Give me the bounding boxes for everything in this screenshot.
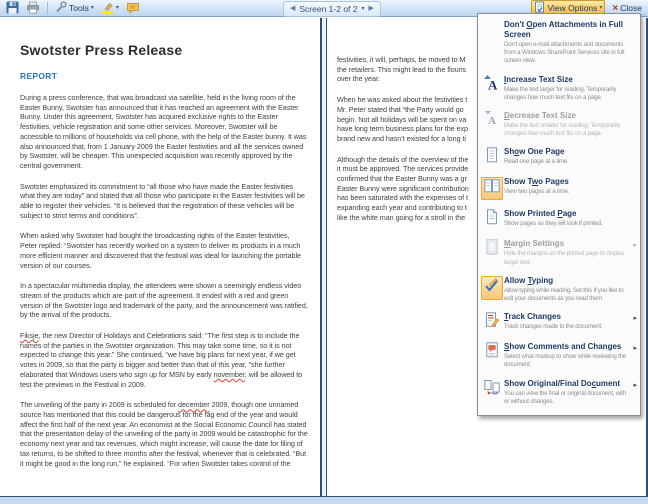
menu-item-description: View two pages at a time. — [504, 188, 570, 196]
svg-text:A: A — [488, 77, 498, 91]
menu-item-show-two-pages[interactable] — [478, 175, 640, 202]
menu-item-description: Read one page at a time. — [504, 158, 569, 166]
menu-item-description: You can view the final or original document, with or without changes. — [504, 389, 627, 405]
chevron-down-icon: ▾ — [115, 5, 119, 11]
chevron-down-icon: ▾ — [90, 5, 94, 11]
menu-item-icon-cell — [480, 147, 504, 168]
submenu-arrow-icon: ▸ — [633, 242, 637, 250]
menu-item-text — [504, 312, 630, 331]
selected-option-highlight — [481, 177, 503, 200]
menu-item-text — [504, 177, 630, 196]
menu-item-label: Don't Open Attachments in Full Screen — [504, 20, 623, 39]
menu-item-label: Show Original/Final Document — [504, 378, 621, 388]
margins-icon — [485, 239, 499, 260]
text-line: Easter Bunny were significant contribution — [337, 183, 469, 193]
page-divider — [320, 18, 327, 496]
menu-item-track-changes[interactable] — [478, 310, 640, 335]
text-line: expanding each year and contributing to t — [337, 203, 467, 213]
submenu-arrow-icon: ▸ — [633, 381, 637, 389]
comments-icon — [485, 342, 500, 363]
toolbar-left-group — [4, 1, 142, 15]
close-label: Close — [620, 3, 642, 13]
text-run: During a press conference, that was broadcast via satellite, held in the living room of the Easter Bunny, Swotster has announced that it has reached an agreement with the Easter Bunny. Under this agreement, Swotster has acquired exclusive rights to the Easter festivities, vehicle registration and some other services. Moreover, Swotster will be accessible to millions of households via cell phone, with the help of the Easter bunny. It was also announced that, from 1 January 2009 the Easter festivities and all the services owned by Swotster, will be cheaper. This unexpected acquisition was recently approved by the central government. — [20, 93, 307, 170]
report-heading: REPORT — [20, 71, 58, 81]
text-run: , the new Director of Holidays and Celebrations said: “The first step is to include the names of the parties in the Swotster organization. This may take some time, so it is not expected to change this year.” She continued, “we have big plans for next year, if we get votes in 2009, so that the party is bigger and better than that of this year, ”she further elaborated that Windows users who sign up for MSN by early — [20, 331, 300, 379]
menu-item-increase-text-size[interactable] — [478, 73, 640, 104]
menu-item-label: Show One Page — [504, 147, 565, 157]
misspelled-word: Fiksje — [20, 331, 39, 341]
tools-label: Tools — [69, 3, 89, 13]
allow-typing-icon — [484, 278, 500, 298]
menu-item-icon-cell — [480, 342, 504, 363]
text-line: festivities, it will, perhaps, be moved to M — [337, 55, 466, 64]
paragraph — [20, 400, 308, 468]
text-line: like the white man going for a stroll in the — [337, 212, 466, 222]
one-page-icon — [485, 147, 499, 168]
menu-item-text — [504, 147, 630, 166]
misspelled-word: november — [213, 369, 245, 379]
bottom-strip — [0, 497, 648, 504]
tools-icon — [55, 1, 67, 15]
toolbar-separator — [47, 2, 48, 14]
paragraph — [20, 93, 308, 171]
text-line: the retailers. This might lead to the flouris — [337, 64, 467, 74]
page-1 — [0, 18, 320, 496]
print-button[interactable] — [24, 1, 42, 15]
submenu-arrow-icon: ▸ — [633, 345, 637, 353]
menu-item-icon-cell — [480, 75, 504, 96]
submenu-arrow-icon: ▸ — [633, 315, 637, 323]
text-line: begin. Not all holidays will be spent on va — [337, 114, 467, 124]
paragraph — [20, 182, 308, 221]
text-line: over the year. — [337, 74, 380, 84]
menu-item-show-original-final-document[interactable] — [478, 377, 640, 408]
menu-item-label: Increase Text Size — [504, 74, 573, 84]
menu-item-text — [504, 75, 630, 102]
text-line: When he was asked about the festivities t — [337, 95, 468, 105]
menu-item-description: Make the text larger for reading. Temporarily changes how much text fits on a page. — [504, 85, 617, 101]
menu-item-icon-cell — [480, 379, 504, 400]
menu-item-text — [504, 379, 630, 406]
previous-screen-button[interactable]: ◀ — [290, 5, 296, 12]
print-icon — [26, 1, 40, 16]
document-title: Swotster Press Release — [20, 42, 183, 58]
insert-comment-button[interactable] — [124, 1, 142, 15]
paragraph — [20, 281, 308, 320]
menu-item-text — [504, 342, 630, 369]
highlighter-icon — [101, 1, 114, 16]
menu-item-description: Make the text smaller for reading. Temporarily changes how much text fits on a page. — [504, 122, 621, 138]
selected-option-highlight — [481, 276, 503, 300]
menu-item-label: Decrease Text Size — [504, 111, 576, 121]
menu-item-label: Track Changes — [504, 312, 561, 322]
text-run: Swotster emphasized its commitment to “all those who have made the Easter festivities what they are today” and stated that all those who participate in the Easter festivities will be able to register their vehicles. “It is believed that the registration of these vehicles will be subject to strict terms and conditions”. — [20, 181, 305, 220]
svg-text:A: A — [488, 115, 496, 126]
menu-item-icon-cell — [480, 239, 504, 260]
text-run: In a spectacular multimedia display, the attendees were shown a seemingly endless video stream of the products which are part of the agreement. It ended with a red and green version of the Swotster logo and trademark of the party, and the announcement was ratified, by the arrival of the products. — [20, 281, 308, 320]
tools-menu-button[interactable] — [53, 1, 96, 15]
menu-item-description: Show pages as they will look if printed. — [504, 220, 603, 228]
paragraph — [20, 231, 308, 270]
menu-item-don-t-open-attachments-in-full-screen[interactable] — [478, 18, 640, 68]
menu-item-icon-cell — [480, 209, 504, 230]
menu-item-label: Show Printed Page — [504, 209, 577, 219]
text-line: has been saturated with the expenses of t — [337, 193, 469, 203]
menu-item-label: Show Two Pages — [504, 177, 569, 187]
paragraph — [20, 331, 308, 389]
menu-item-show-one-page[interactable] — [478, 145, 640, 170]
menu-item-icon-cell — [480, 276, 504, 300]
menu-item-text — [504, 20, 630, 66]
view-options-label: View Options — [547, 3, 598, 13]
next-screen-button[interactable]: ▶ — [368, 5, 374, 12]
highlight-color-button[interactable] — [99, 1, 121, 15]
close-icon: × — [612, 2, 619, 14]
original-final-icon — [484, 379, 500, 400]
menu-item-text — [504, 209, 630, 228]
increase-text-icon — [484, 75, 500, 96]
menu-item-show-comments-and-changes[interactable] — [478, 340, 640, 371]
printed-page-icon — [485, 209, 499, 230]
save-button[interactable] — [4, 1, 21, 15]
screen-count-label[interactable]: Screen 1-2 of 2 — [299, 4, 358, 14]
text-run: 2009, though one unnamed source has mentioned that this could be dangerous for the fag end of the year and would affect the first half of the next year. An economist at the Social Economic Council has stated that the presentation delay of the unveiling of the party in 2009 would be catastrophic for the economy next year and tax revenues, which might increase, will cause the date for filing of tax returns, to be shifted to three months after the festival, whenever that is celebrated. “But it might be good in the long run,” he explained. “For when Swotster takes control of the — [20, 400, 308, 468]
menu-item-show-printed-page[interactable] — [478, 207, 640, 232]
menu-item-text — [504, 111, 630, 138]
menu-item-description: Don't open e-mail attachments and documents from a Windows SharePoint Services site in full screen view. — [504, 41, 625, 65]
misspelled-word: december — [178, 400, 210, 410]
text-run: , will be allowed to test the previews in the Festival in 2009. — [20, 369, 303, 389]
menu-item-description: Allow typing while reading. Set this if you like to edit your documents as you read them. — [504, 286, 624, 303]
text-line: it must be approved. The services provide — [337, 164, 469, 174]
text-run: When asked why Swotster had bought the broadcasting rights of the Easter festivities, Peter replied: “Swotster has recently worked on a system to deliver its products in a much more efficient manner and discovered that the festival was ideal for launching the portable version of our courses. — [20, 231, 301, 270]
text-run: The unveiling of the party in 2009 is scheduled for — [20, 400, 179, 410]
menu-item-text — [504, 239, 630, 266]
comment-icon — [126, 1, 140, 16]
menu-item-margin-settings — [478, 237, 640, 268]
screen-navigator — [283, 1, 381, 17]
text-line: Although the details of the overview of the — [337, 154, 469, 164]
text-line: Mr. Peter stated that “the Party would go — [337, 104, 464, 114]
save-icon — [6, 1, 19, 16]
menu-item-icon-cell — [480, 312, 504, 333]
menu-item-text — [504, 276, 630, 303]
menu-item-icon-cell — [480, 111, 504, 130]
menu-item-label: Margin Settings — [504, 239, 565, 249]
menu-item-description: Hide the margins on the printed page to display larger text. — [504, 250, 625, 266]
text-line: confirmed that the Easter Bunny was a gr — [337, 174, 467, 184]
view-options-menu — [477, 13, 641, 416]
menu-item-icon-cell — [480, 177, 504, 200]
menu-item-label: Show Comments and Changes — [504, 342, 622, 352]
menu-item-allow-typing[interactable] — [478, 274, 640, 305]
two-pages-icon — [484, 179, 500, 198]
page-1-body — [20, 93, 308, 468]
chevron-down-icon: ▾ — [599, 5, 603, 11]
decrease-text-icon — [485, 111, 499, 130]
menu-item-description: Select what markup to show while reviewing the document. — [504, 353, 627, 369]
chevron-down-icon[interactable]: ▾ — [361, 6, 365, 12]
menu-item-decrease-text-size — [478, 109, 640, 140]
text-line: brand new and hasn’t existed for a long ti — [337, 133, 466, 143]
menu-item-description: Track changes made to the document. — [504, 323, 603, 331]
track-changes-icon — [485, 312, 500, 333]
text-line: have long term business plans for the exp — [337, 124, 468, 134]
menu-item-label: Allow Typing — [504, 275, 554, 285]
